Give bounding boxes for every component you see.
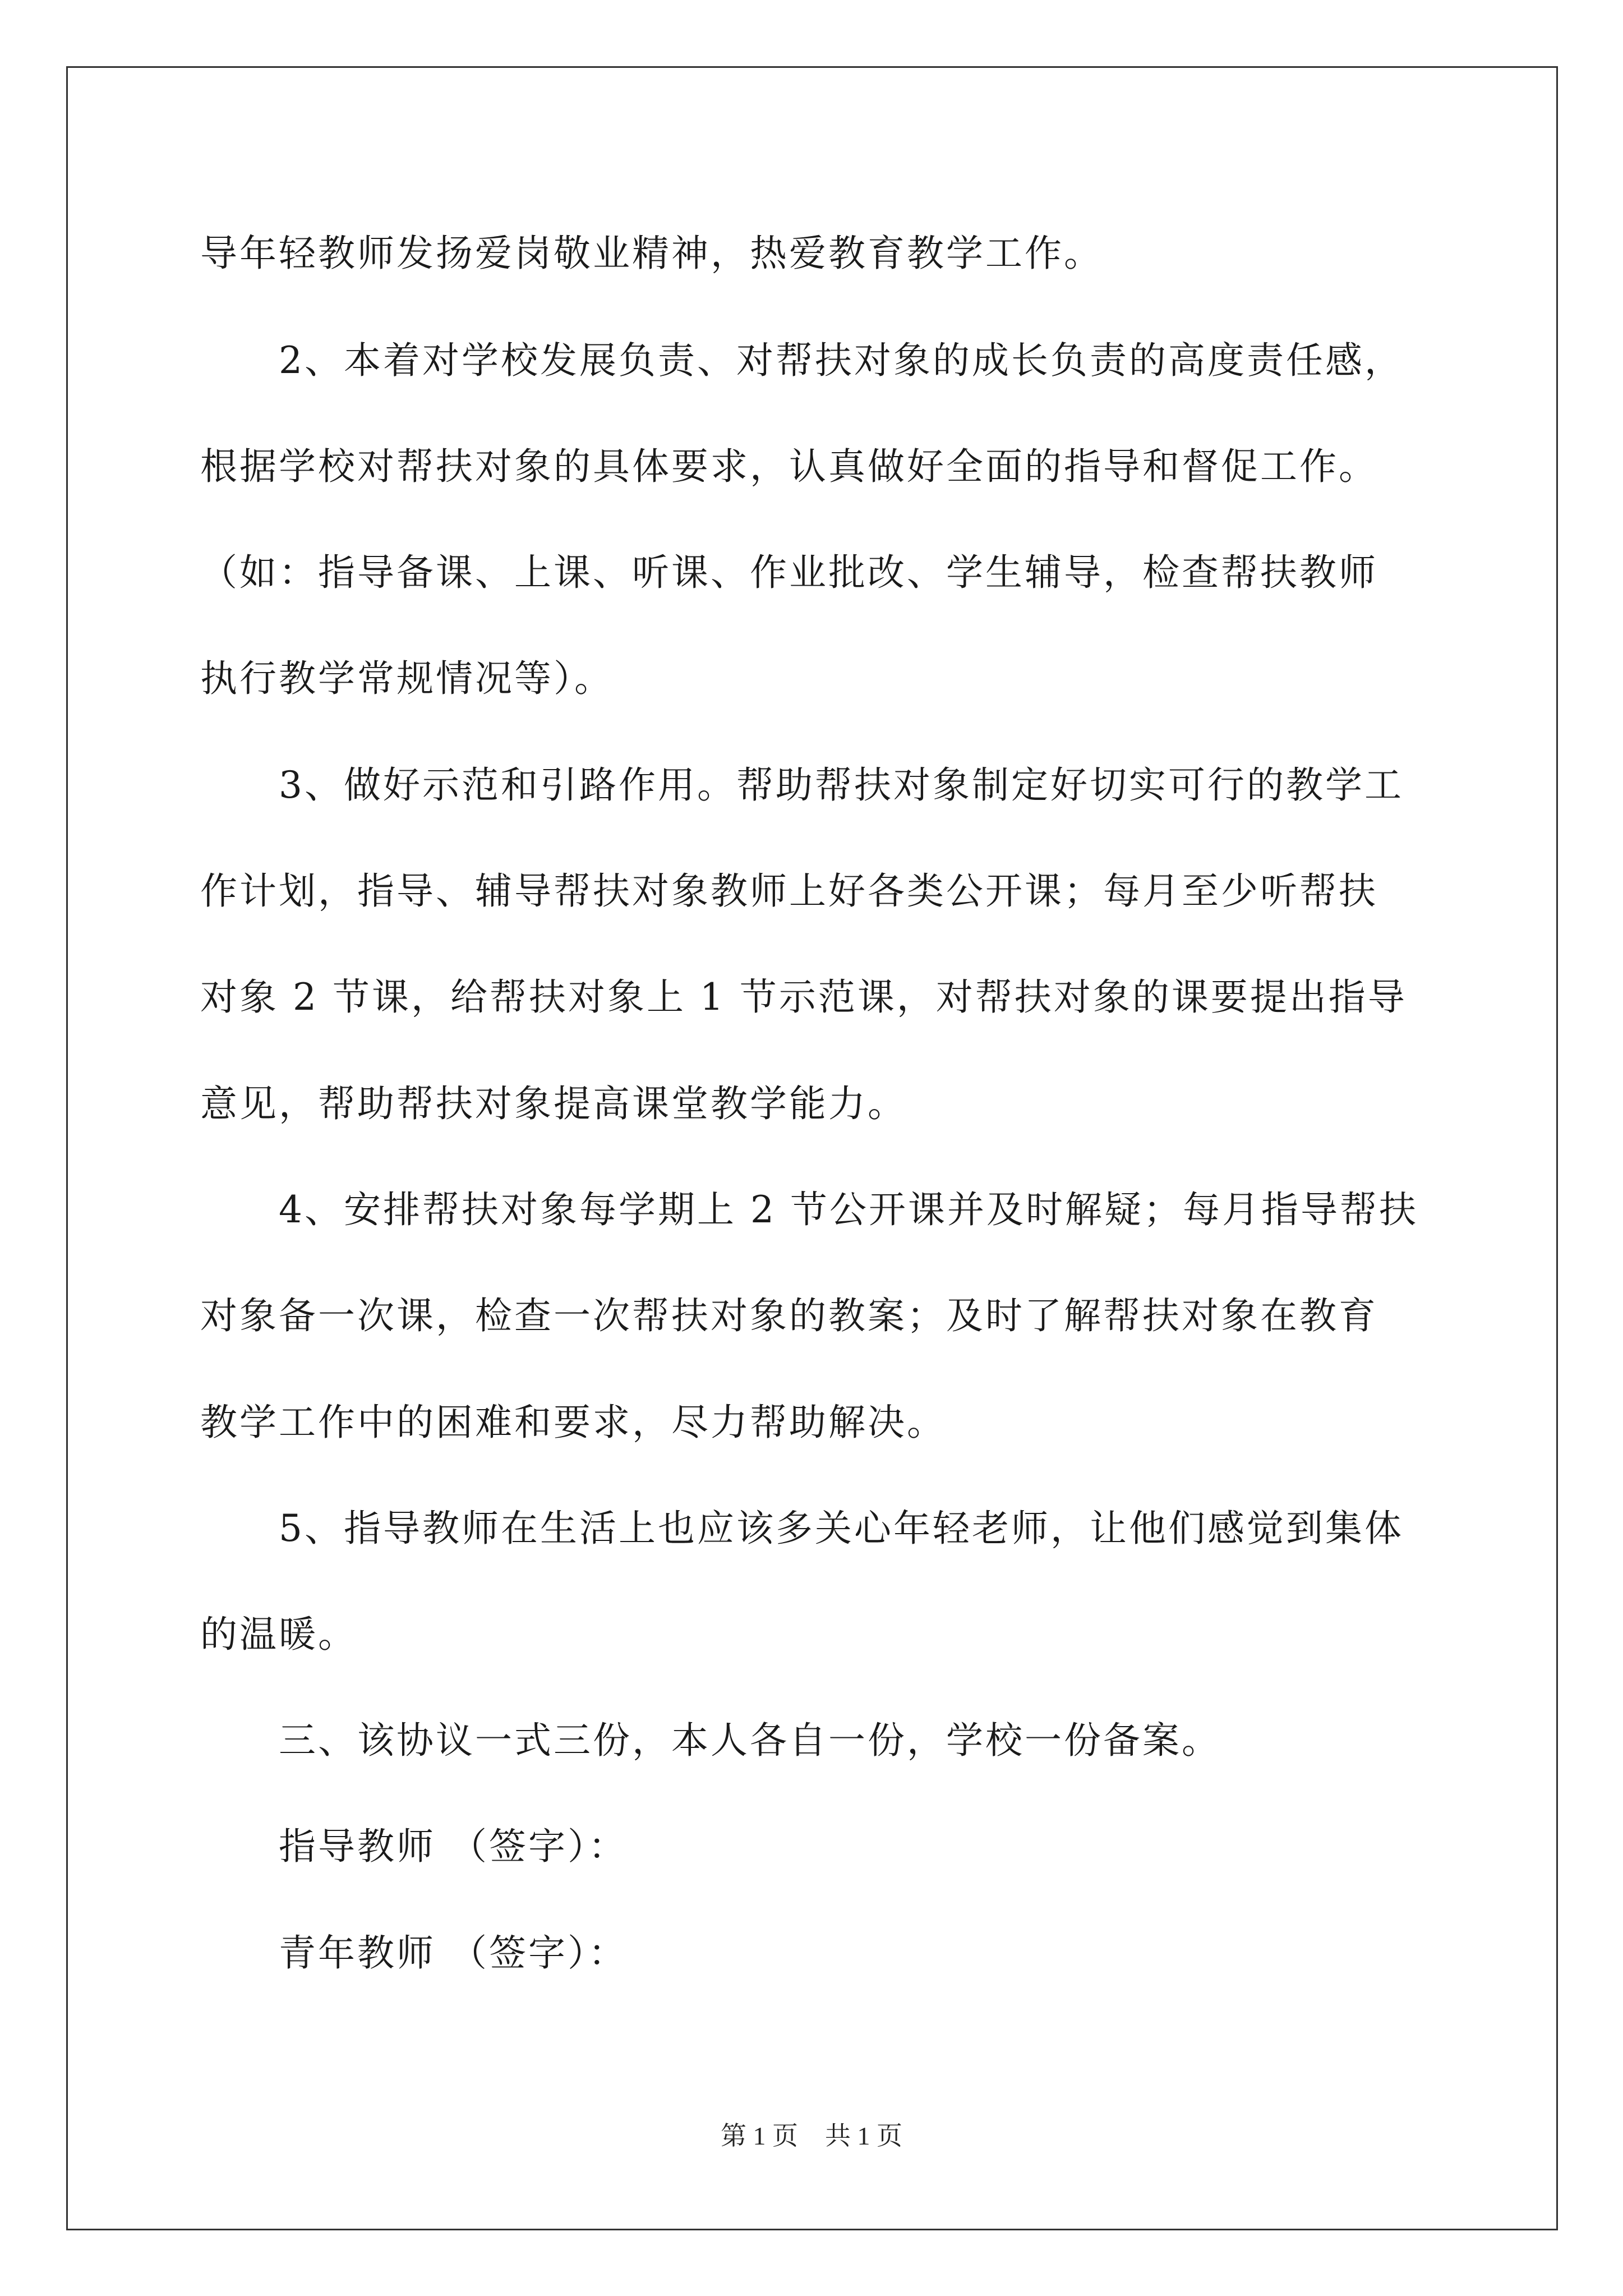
text-line: （如：指导备课、上课、听课、作业批改、学生辅导，检查帮扶教师 [200,551,1378,594]
text-line: 执行教学常规情况等）。 [200,657,614,700]
text-line: 对象 2 节课，给帮扶对象上 1 节示范课，对帮扶对象的课要提出指导 [200,976,1407,1019]
page-footer [0,2120,1623,2152]
page-number: 第 1 页 [721,2122,798,2150]
page-border [66,66,1558,2230]
text-line: 的温暖。 [200,1613,357,1656]
text-line: 意见，帮助帮扶对象提高课堂教学能力。 [200,1082,907,1125]
page-total: 共 1 页 [825,2122,902,2150]
text-line: 导年轻教师发扬爱岗敬业精神，热爱教育教学工作。 [200,232,1103,275]
text-line: 对象备一次课，检查一次帮扶对象的教案；及时了解帮扶对象在教育 [200,1294,1378,1337]
text-line: 5、指导教师在生活上也应该多关心年轻老师，让他们感觉到集体 [279,1507,1404,1550]
text-line: 4、安排帮扶对象每学期上 2 节公开课并及时解疑；每月指导帮扶 [279,1188,1418,1231]
text-line: 教学工作中的困难和要求，尽力帮助解决。 [200,1401,946,1444]
text-line: 作计划，指导、辅导帮扶对象教师上好各类公开课；每月至少听帮扶 [200,869,1378,913]
text-line: 3、做好示范和引路作用。帮助帮扶对象制定好切实可行的教学工 [279,763,1404,807]
signature-line-young-teacher: 青年教师 （签字）： [279,1931,628,1975]
text-line: 根据学校对帮扶对象的具体要求，认真做好全面的指导和督促工作。 [200,445,1378,488]
signature-line-mentor: 指导教师 （签字）： [279,1825,628,1868]
text-line: 2、本着对学校发展负责、对帮扶对象的成长负责的高度责任感， [279,339,1404,382]
text-line: 三、该协议一式三份，本人各自一份，学校一份备案。 [279,1719,1221,1762]
